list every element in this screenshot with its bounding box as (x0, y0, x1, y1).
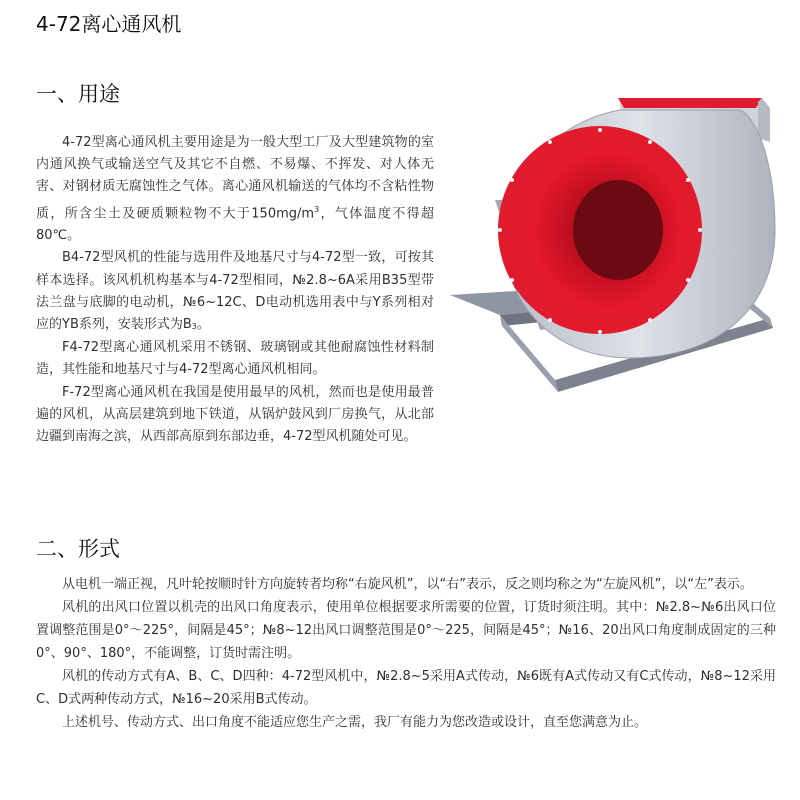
centrifugal-fan-illustration (440, 80, 785, 400)
form-text-block (36, 573, 776, 734)
usage-p2-text: B4-72型风机的性能与选用件及地基尺寸与4-72型一致，可按其样本选择。该风机机构基本与4-72型相同，№2.8~6A采用B35型带法兰盘与底脚的电动机，№6~12C、D电动机选用表中与Y系列相对应的YB系列，安装形式为B (36, 250, 434, 332)
section-heading-usage: 一、用途 (36, 82, 120, 106)
form-paragraph-2: 风机的出风口位置以机壳的出风口角度表示，使用单位根据要求所需要的位置，订货时须注明。其中：№2.8~№6出风口位置调整范围是0°～225°，间隔是45°；№8~12出风口调整范围是0°～225，间隔是45°；№16、20出风口角度制成固定的三种0°、90°、180°，不能调整，订货时需注明。 (36, 600, 776, 661)
form-paragraph-3: 风机的传动方式有A、B、C、D四种：4-72型风机中，№2.8~5采用A式传动，№6既有A式传动又有C式传动，№8~12采用C、D式两种传动方式，№16~20采用B式传动。 (36, 669, 776, 707)
form-paragraph-4: 上述机号、传动方式、出口角度不能适应您生产之需，我厂有能力为您改造或设计，直至您满意为止。 (62, 715, 648, 730)
usage-p1-tail: ，气体温度不得超80℃。 (36, 205, 434, 244)
page-title: 4-72离心通风机 (36, 12, 182, 36)
form-paragraph-1: 从电机一端正视，凡叶轮按顺时针方向旋转者均称“右旋风机”，以“右”表示，反之则均称之为“左旋风机”，以“左”表示。 (62, 577, 753, 592)
usage-p2-subscript: 3 (191, 321, 197, 331)
usage-paragraph-2 (36, 247, 434, 337)
section-heading-form: 二、形式 (36, 537, 120, 561)
usage-p2-tail: 。 (196, 316, 210, 332)
usage-paragraph-3: F4-72型离心通风机采用不锈钢、玻璃钢或其他耐腐蚀性材料制造，其性能和地基尺寸与4-72型离心通风机相同。 (36, 340, 434, 378)
usage-paragraph-1 (36, 132, 434, 247)
usage-paragraph-4: F-72型离心通风机在我国是使用最早的风机，然而也是使用最普遍的风机，从高层建筑到地下铁道，从锅炉鼓风到厂房换气，从北部边疆到南海之滨，从西部高原到东部边垂，4-72型风机随处可见。 (36, 384, 434, 444)
usage-text-block (36, 132, 434, 448)
usage-p1-superscript: 3 (314, 204, 320, 214)
fan-inlet-cone (498, 126, 702, 334)
usage-p1-text: 4-72型离心通风机主要用途是为一般大型工厂及大型建筑物的室内通风换气或输送空气及其它不自燃、不易爆、不挥发、对人体无害、对钢材质无腐蚀性之气体。离心通风机输送的气体均不含粘性物质，所含尘土及硬质颗粒物不大于150mg/m (36, 135, 434, 221)
